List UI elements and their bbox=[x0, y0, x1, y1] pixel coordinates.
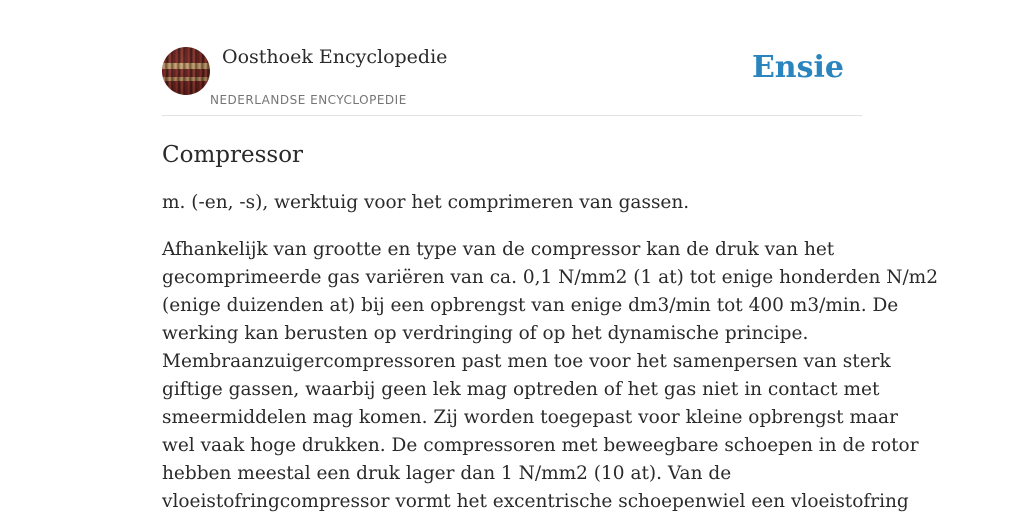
article-body-line: smeermiddelen mag komen. Zij worden toegepast voor kleine opbrengst maar bbox=[162, 407, 898, 428]
article-definition: m. (-en, -s), werktuig voor het comprimeren van gassen. bbox=[162, 192, 690, 213]
source-title-link[interactable]: Oosthoek Encyclopedie bbox=[222, 46, 448, 68]
article-body-line: Membraanzuigercompressoren past men toe voor het samenpersen van sterk bbox=[162, 351, 891, 372]
article-body-line: wel vaak hoge drukken. De compressoren met beweegbare schoepen in de rotor bbox=[162, 435, 919, 456]
article-body-line: hebben meestal een druk lager dan 1 N/mm2 (10 at). Van de bbox=[162, 463, 732, 484]
article-body-line: giftige gassen, waarbij geen lek mag optreden of het gas niet in contact met bbox=[162, 379, 880, 400]
article-body-line: (enige duizenden at) bij een opbrengst van enige dm3/min tot 400 m3/min. De bbox=[162, 295, 899, 316]
article-body bbox=[162, 236, 938, 512]
article-body-line: gecomprimeerde gas variëren van ca. 0,1 N/mm2 (1 at) tot enige honderden N/m2 bbox=[162, 267, 938, 288]
site-header bbox=[162, 46, 862, 116]
source-subtitle: NEDERLANDSE ENCYCLOPEDIE bbox=[210, 93, 407, 107]
article-body-line: vloeistofringcompressor vormt het excentrische schoepenwiel een vloeistofring bbox=[162, 491, 909, 512]
article-body-line: Afhankelijk van grootte en type van de compressor kan de druk van het bbox=[162, 239, 835, 260]
ensie-logo-link[interactable]: Ensie bbox=[751, 50, 844, 85]
article-title: Compressor bbox=[162, 142, 304, 168]
avatar-shade bbox=[162, 47, 210, 95]
article-body-line: werking kan berusten op verdringing of op het dynamische principe. bbox=[162, 323, 809, 344]
encyclopedia-books-icon[interactable] bbox=[162, 47, 210, 95]
article bbox=[162, 140, 938, 512]
